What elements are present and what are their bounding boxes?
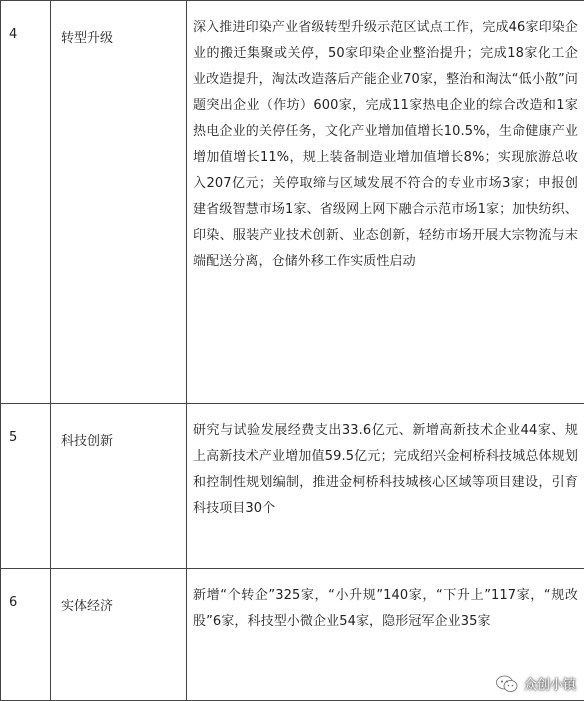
row-description: 新增“个转企”325家，“小升规”140家，“下升上”117家，“规改股”6家，科技型小微企业54家，隐形冠军企业35家 [187, 569, 584, 701]
table-row [1, 1, 584, 404]
row-description: 深入推进印染产业省级转型升级示范区试点工作，完成46家印染企业的搬迁集聚或关停，50家印染企业整治提升；完成18家化工企业改造提升，淘汰改造落后产能企业70家，整治和淘汰“低小散”问题突出企业（作坊）600家，完成11家热电企业的综合改造和1家热电企业的关停任务，文化产业增加值增长10.5%，生命健康产业增加值增长11%，规上装备制造业增加值增长8%；实现旅游总收入207亿元；关停取缔与区域发展不符合的专业市场3家；申报创建省级智慧市场1家、省级网上网下融合示范市场1家；加快纺织、印染、服装产业技术创新、业态创新，轻纺市场开展大宗物流与末端配送分离，仓储外移工作实质性启动 [187, 1, 584, 404]
row-number: 4 [1, 1, 51, 404]
row-category: 实体经济 [51, 569, 187, 701]
row-category: 转型升级 [51, 1, 187, 404]
table-row [1, 404, 584, 569]
watermark [496, 674, 576, 693]
row-number: 6 [1, 569, 51, 701]
row-category: 科技创新 [51, 404, 187, 569]
row-description: 研究与试验发展经费支出33.6亿元、新增高新技术企业44家、规上高新技术产业增加值59.5亿元；完成绍兴金柯桥科技城总体规划和控制性规划编制，推进金柯桥科技城核心区域等项目建设，引育科技项目30个 [187, 404, 584, 569]
row-number: 5 [1, 404, 51, 569]
wechat-icon [496, 675, 518, 693]
watermark-text: 众创小镇 [524, 674, 576, 693]
